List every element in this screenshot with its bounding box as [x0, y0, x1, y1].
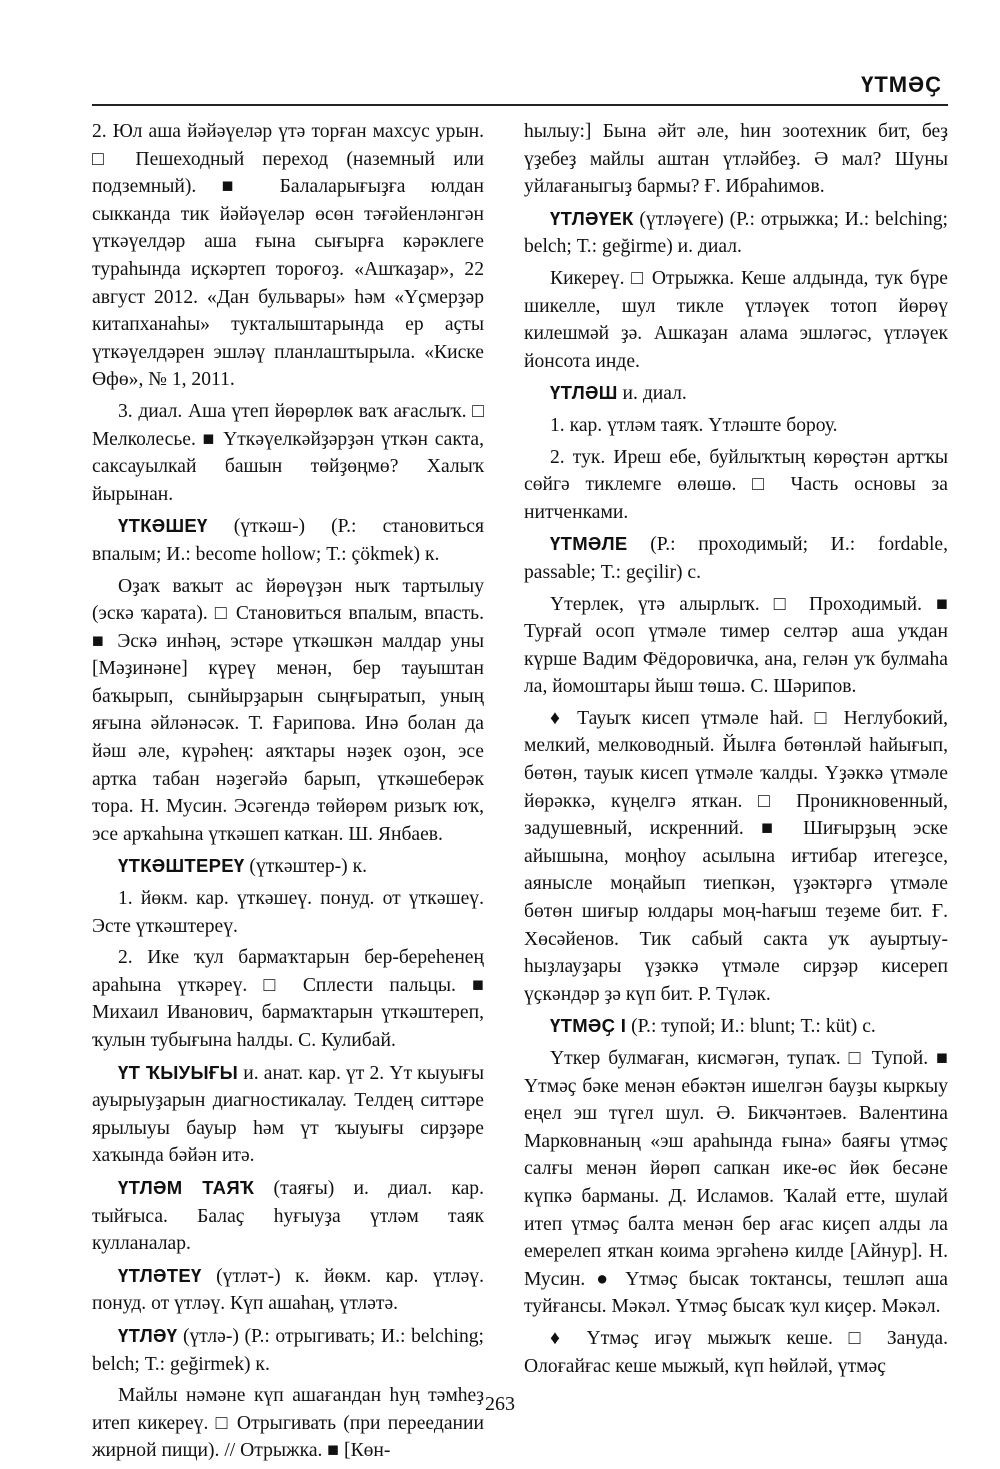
headword: ҮТКӘШТЕРЕҮ: [118, 855, 245, 877]
headword: ҮТЛӘМ ТАЯҠ: [118, 1176, 255, 1198]
entry-head: [524, 205, 948, 261]
entry-grammar: (Р.: тупой; И.: blunt; Т.: küt) с.: [626, 1016, 876, 1038]
entry-text: 2. тук. Иреш ебе, буйлыҡтың көрөҫтән артҡы сөйгә тиклемге өлөшө. □ Часть основы за нитченками.: [524, 446, 948, 523]
header-title: ҮТМӘҪ: [861, 72, 942, 97]
entry-head: [92, 1059, 484, 1170]
entry-text: ♦ Тауыҡ кисеп үтмәле һай. □ Неглубокий, мелкий, мелководный. Йылға бөтөнләй һайығып, бөтөн, тауык кисеп үтмәле ҡалды. Үҙәккә үтмәле йөрәккә, күңелгә яткан. □ Проникновенный, задушевный, искренний. ■ Шиғырҙың эске айышына, моңһоу асылына иғтибар итегеҙсе, аянысле моңайып тиепкән, үҙәктәргә үтмәле бөтөн шиғыр юлдары моң-һағыш теҙеме бит. Ғ. Хөсәйенов. Тик сабый сакта уҡ ауыртыу-һыҙлауҙары үҙәккә үтмәле сирҙәр кисереп үҫкәндәр ҙә күп бит. Р. Түләк.: [524, 707, 948, 1005]
entry-head: [524, 1012, 948, 1041]
right-column: [524, 118, 948, 1384]
entry-head: [92, 1322, 484, 1378]
headword: ҮТ ҠЫУЫҒЫ: [118, 1061, 239, 1083]
entry-head: [92, 1262, 484, 1318]
entry-grammar: (үткәш-) (Р.: становиться впалым; И.: become hollow; Т.: çökmek) к.: [92, 516, 484, 565]
entry-grammar: (үтләүеге) (Р.: отрыжка; И.: belching; belch; Т.: geğirme) и. диал.: [524, 208, 948, 258]
headword: ҮТМӘЛЕ: [550, 533, 628, 555]
entry-text: ♦ Үтмәҫ игәү мыжыҡ кеше. □ Зануда. Олоғайғас кеше мыжый, күп һөйләй, үтмәҫ: [524, 1327, 948, 1377]
entry-text: 2. Ике ҡул бармаҡтарын бер-береһенең араһына үткәреү. □ Сплести пальцы. ■ Михаил Иванович, бармаҡтарын үткәштереп, ҡулын тубығына һалды. С. Кулибай.: [92, 947, 484, 1051]
entry-text: Оҙаҡ ваҡыт ас йөрөүҙән ныҡ тартылыу (эскә ҡарата). □ Становиться впалым, впасть. ■ Эскә инһәң, эстәре үткәшкән малдар уны [Мәҙинәне] күреү менән, бер тауыштан баҡырып, сынйырҙарын сыңғыратып, уның яғына әйләнәсәк. Т. Ғарипова. Инә болан да йәш әле, күрәһең: аяҡтары нәҙек оҙон, эсе артка табан нәҙегәйә барып, үткәшеберәк тора. Н. Мусин. Эсәгендә төйөрөм ризыҡ юҡ, эсе арҡаһына үткәшеп каткан. Ш. Янбаев.: [92, 575, 484, 845]
headword: ҮТЛӘШ: [550, 382, 618, 404]
entry-head: [524, 530, 948, 586]
entry-text: һылыу:] Бына әйт әле, һин зоотехник бит, беҙ үҙебеҙ майлы аштан үтләйбеҙ. Ә мал? Шуны уйлағаныгыҙ бармы? Ғ. Ибраһимов.: [524, 121, 948, 198]
entry-text: Үтерлек, үтә алырлыҡ. □ Проходимый. ■ Турғай осоп үтмәле тимер селтәр аша уҡдан күрше Вадим Фёдоровичка, ана, гелән уҡ булмаһа ла, йомоштары йыш төшә. С. Шәрипов.: [524, 593, 948, 698]
entry-head: [524, 379, 948, 408]
page-number: 263: [485, 1393, 515, 1415]
entry-text: Үткер булмаған, кисмәгән, тупаҡ. □ Тупой. ■ Үтмәҫ бәке менән ебәктән ишелгән бауҙы кыркыу еңел эш түгел шул. Ә. Бикчәнтәев. Валентина Марковнаның «эш араһында ғына» баяғы үтмәҫ салғы менән йөрөп сапкан ике-өс йөк бесәне күпкә барманы. Д. Исламов. Ҡалай етте, шулай итеп үтмәҫ балта менән бер ағас киҫеп алды ла емерелеп яткан коима эргәһенә килде [Айнур]. Н. Мусин. ● Үтмәҫ бысак токтансы, тешләп аша туйғансы. Мәкәл. Үтмәҫ бысаҡ ҡул киҫер. Мәкәл.: [524, 1048, 948, 1318]
headword: ҮТЛӘҮЕК: [550, 207, 634, 229]
entry-text: Кикереү. □ Отрыжка. Кеше алдында, тук бүре шикелле, шул тикле үтләүек тотоп йөрөү килешмәй ҙә. Ашкаҙан алама эшләгәс, үтләүек йонсота инде.: [524, 267, 948, 372]
headword: ҮТЛӘҮ: [118, 1324, 178, 1346]
running-header: [92, 60, 948, 106]
headword: ҮТКӘШЕҮ: [118, 515, 208, 537]
left-column: [92, 118, 484, 1469]
entry-grammar: (таяғы) и. диал. кар. тыйғыса. Балаҫ һуғыуҙа үтләм таяк кулланалар.: [92, 1177, 485, 1255]
entry-grammar: и. диал.: [617, 383, 687, 405]
entry-text: 3. диал. Аша үтеп йөрөрлөк ваҡ ағаслыҡ. □ Мелколесье. ■ Үткәүелкәйҙәрҙән үткән сакта, саксауылкай башын төйҙөңмө? Халыҡ йырынан.: [92, 400, 484, 505]
entry-grammar: (Р.: проходимый; И.: fordable, passable; Т.: geçilir) с.: [524, 534, 948, 583]
entry-text: 1. кар. үтләм таяҡ. Үтләште бороу.: [550, 414, 838, 436]
headword: ҮТЛӘТЕҮ: [118, 1264, 202, 1286]
entry-text: 1. йөкм. кар. үткәшеү. понуд. от үткәшеү. Эсте үткәштереү.: [92, 888, 484, 937]
entry-head: [92, 1174, 484, 1258]
entry-head: [92, 852, 484, 881]
entry-grammar: (үтләт-) к. йөкм. кар. үтләү. понуд. от үтләү. Күп ашаһаң, үтләтә.: [92, 1265, 484, 1315]
entry-text: 2. Юл аша йәйәүеләр үтә торған махсус урын. □ Пешеходный переход (наземный или подземный). ■ Балаларығыҙға юлдан сыкканда тик йәйәүеләр өсөн тәғәйенләнгән үткәүелдәр аша ғына сығырға кәрәклеге тураһында иҫкәртеп тороғоҙ. «Ашҡаҙар», 22 август 2012. «Дан бульвары» һәм «Үҫмерҙәр китапханаһы» тукталыштарында ер аҫты үткәүелдәрен эшләү планлаштырыла. «Киске Өфө», № 1, 2011.: [92, 121, 484, 391]
entry-grammar: (үтлә-) (Р.: отрыгивать; И.: belching; belch; Т.: geğirmek) к.: [92, 1325, 484, 1375]
entry-head: [92, 512, 484, 568]
headword: ҮТМӘҪ I: [550, 1015, 627, 1037]
entry-grammar: (үткәштер-) к.: [244, 856, 368, 878]
entry-grammar: и. анат. кар. үт 2. Үт кыуығы ауырыуҙарын диагностикалау. Телдең ситтәре ярылыуы бауыр һәм үт ҡыуығы сирҙәре хаҡында бәйән итә.: [92, 1062, 485, 1167]
entry-text: Майлы нәмәне күп ашағандан һуң тәмһеҙ итеп кикереү. □ Отрыгивать (при переедании жирной пищи). // Отрыжка. ■ [Көн-: [92, 1385, 484, 1462]
